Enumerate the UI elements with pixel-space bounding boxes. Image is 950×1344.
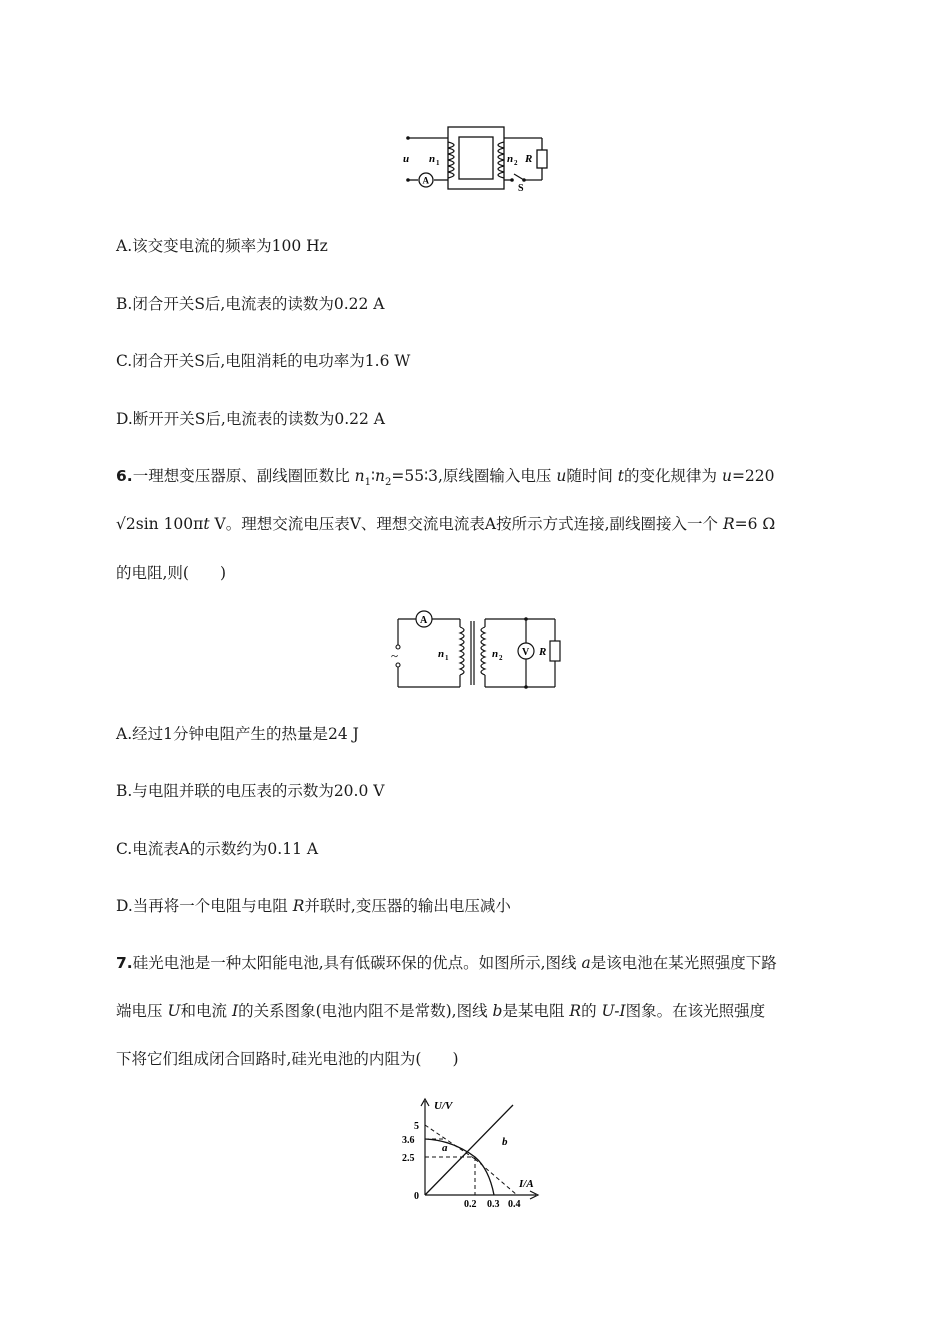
- ac-source-symbol: ~: [391, 648, 399, 663]
- voltmeter-label: V: [522, 647, 530, 658]
- curve-a-label: a: [442, 1142, 448, 1154]
- q6-stem-line3: 的电阻,则( ): [116, 564, 227, 582]
- sqrt-two: √2: [116, 515, 136, 533]
- label-u: u: [403, 153, 410, 165]
- label-n1-sub: 1: [436, 159, 440, 167]
- label-n2: n: [492, 648, 499, 660]
- ui-graph: [366, 1095, 546, 1210]
- y-tick-3-6: 3.6: [402, 1135, 415, 1146]
- q6-stem-line1: 6.一理想变压器原、副线圈匝数比 $n_1∶n_2=55∶3$,原线圈输入电压 u随时间 t的变化规律为 u=220: [116, 467, 775, 489]
- q7-number: 7.: [116, 954, 133, 972]
- line-b-label: b: [502, 1136, 508, 1148]
- origin-label: 0: [414, 1191, 419, 1202]
- x-tick-0-3: 0.3: [487, 1199, 500, 1210]
- q7-stem-line3: 下将它们组成闭合回路时,硅光电池的内阻为( ): [116, 1050, 459, 1068]
- q5-option-b: B.闭合开关S后,电流表的读数为0.22 A: [116, 295, 385, 313]
- x-tick-0-2: 0.2: [464, 1199, 477, 1210]
- label-n2-sub: 2: [514, 159, 518, 167]
- q6-option-a: A.经过1分钟电阻产生的热量是24 J: [116, 725, 359, 743]
- y-tick-2-5: 2.5: [402, 1153, 415, 1164]
- y-axis-label: U/V: [434, 1100, 453, 1112]
- transformer-switch-diagram: [396, 124, 556, 194]
- transformer-meter-diagram: [388, 607, 568, 693]
- q6-number: 6.: [116, 467, 133, 485]
- q6-stem-line2: √2sin 100πt V。理想交流电压表V、理想交流电流表A按所示方式连接,副线圈接入一个 R=6 Ω: [116, 515, 776, 533]
- label-n1: n: [429, 153, 436, 165]
- ammeter-label: A: [422, 175, 429, 186]
- label-n1-sub: 1: [445, 654, 449, 662]
- q6-option-d: D.当再将一个电阻与电阻 R并联时,变压器的输出电压减小: [116, 897, 511, 915]
- label-n2: n: [507, 153, 514, 165]
- curve-a: [425, 1139, 494, 1195]
- q5-option-a: A.该交变电流的频率为100 Hz: [116, 237, 328, 255]
- x-axis-label: I/A: [519, 1178, 534, 1190]
- label-s: S: [518, 183, 524, 194]
- label-n1: n: [438, 648, 445, 660]
- q6-option-b: B.与电阻并联的电压表的示数为20.0 V: [116, 782, 385, 800]
- q7-stem-line2: 端电压 U和电流 I的关系图象(电池内阻不是常数),图线 b是某电阻 R的 U-I图象。在该光照强度: [116, 1002, 766, 1020]
- label-n2-sub: 2: [499, 654, 503, 662]
- label-r: R: [525, 153, 533, 165]
- label-r: R: [539, 646, 547, 658]
- ammeter-label: A: [420, 615, 428, 626]
- x-tick-0-4: 0.4: [508, 1199, 521, 1210]
- q5-option-d: D.断开开关S后,电流表的读数为0.22 A: [116, 410, 385, 428]
- q5-option-c: C.闭合开关S后,电阻消耗的电功率为1.6 W: [116, 352, 411, 370]
- q7-stem-line1: 7.硅光电池是一种太阳能电池,具有低碳环保的优点。如图所示,图线 a是该电池在某光照强度下路: [116, 954, 777, 972]
- y-tick-5: 5: [414, 1121, 419, 1132]
- q6-option-c: C.电流表A的示数约为0.11 A: [116, 840, 319, 858]
